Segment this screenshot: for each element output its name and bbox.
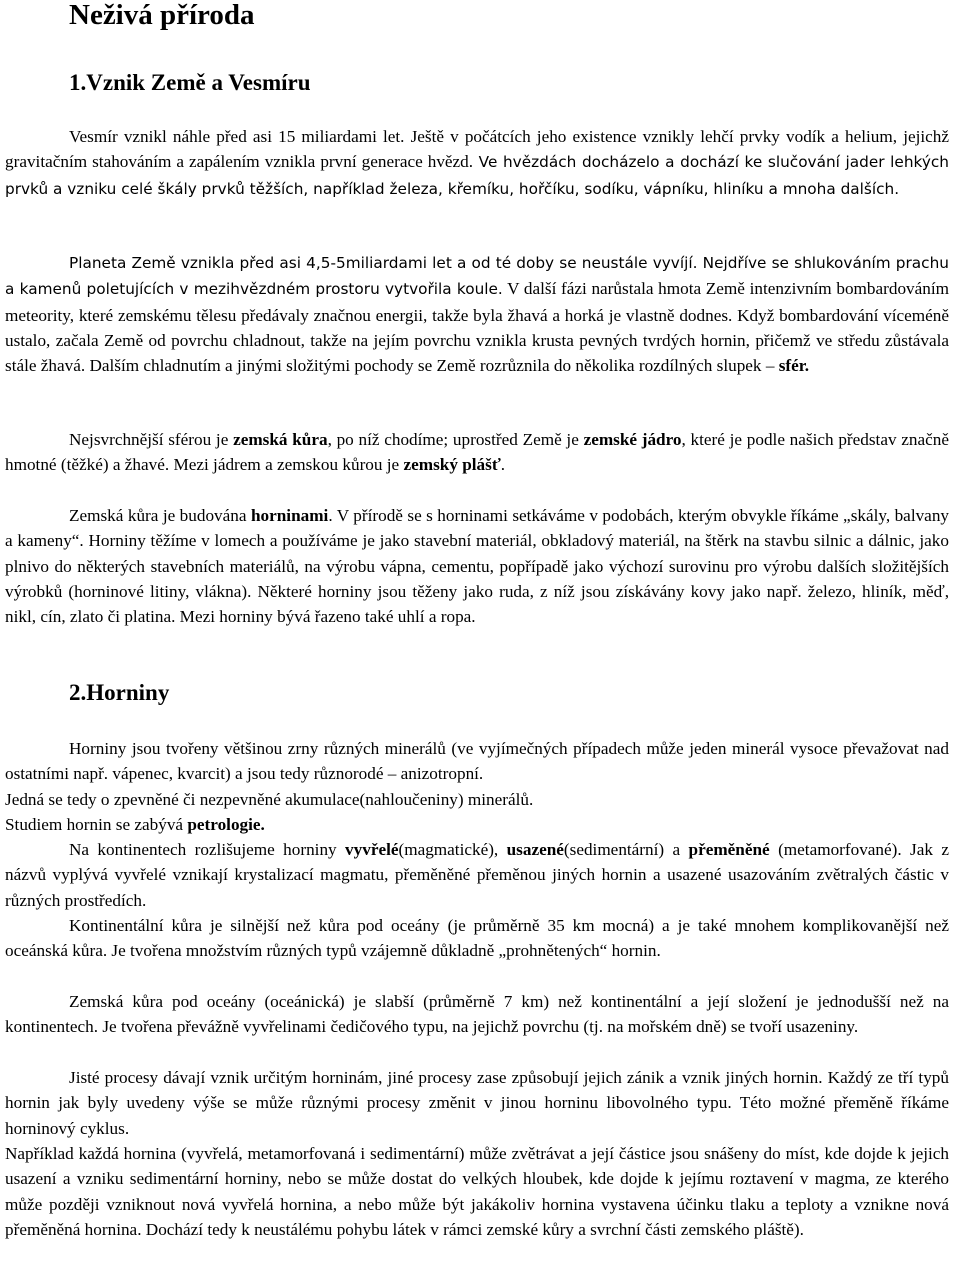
paragraph-universe-origin bbox=[5, 124, 949, 202]
bold-term: zemská kůra bbox=[233, 430, 328, 449]
paragraph-rock-cycle: Jisté procesy dávají vznik určitým horninám, jiné procesy zase způsobují jejich zánik a vznik jiných hornin. Každý ze tří typů hornin jak byly uvedeny výše se může různými procesy změnit v jinou horninu libovolného typu. Této možné přeměně říkáme horninový cyklus. bbox=[5, 1068, 949, 1138]
paragraph-spheres bbox=[5, 427, 949, 478]
paragraph-text: . V přírodě se s horninami setkáváme v podobách, kterým obvykle říkáme „skály, balvany a kameny“. Horniny těžíme v lomech a používáme je jako stavební materiál, obkladový materiál, na štěrk na stavbu silnic a dálnic, jako plnivo do některých stavebních materiálů, na výrobu vápna, cementu, popřípadě jako výchozí surovinu pro výrobu dalších složitějších výrobků (horninové litiny, vlákna). Některé horniny jsou těženy jako ruda, z níž jsou získávány kovy jako např. železo, hliník, měď, nikl, cín, zlato či platina. Mezi horniny bývá řazeno také uhlí a ropa. bbox=[5, 506, 950, 627]
paragraph-text: Na kontinentech rozlišujeme horniny bbox=[69, 840, 346, 859]
document-title: Neživá příroda bbox=[69, 0, 255, 31]
paragraph-continental-crust: Kontinentální kůra je silnější než kůra pod oceány (je průměrně 35 km mocná) a je také mnohem komplikovanější než oceánská kůra. Je tvořena množstvím různých typů vzájemně důkladně „prohnětených“ hornin. bbox=[5, 916, 949, 961]
section-heading-1: 1.Vznik Země a Vesmíru bbox=[69, 70, 311, 95]
paragraph-oceanic-crust: Zemská kůra pod oceány (oceánická) je slabší (průměrně 7 km) než kontinentální a její složení je jednodušší než na kontinentech. Je tvořena převážně vyvřelinami čedičového typu, na jejichž povrchu (tj. na mořském dně) se tvoří usazeniny. bbox=[5, 992, 949, 1037]
paragraph-petrology bbox=[5, 812, 949, 837]
bold-term: vyvřelé bbox=[345, 840, 399, 859]
bold-term: petrologie. bbox=[187, 815, 265, 834]
paragraph-text: V další fázi narůstala hmota Země intenzivním bombardováním meteority, které zemskému tělesu předávaly značnou energii, takže byla žhavá a horká je vlastně dodnes. Když bombardování víceméně ustalo, začala Země od povrchu chladnout, takže na jejím povrchu vznikla krusta pevných tvrdých hornin, přičemž ve středu zůstávala stále žhavá. Dalším chladnutím a jinými složitými pochody se Země rozrůznila do několika rozdílných slupek – bbox=[5, 279, 949, 376]
paragraph-text: , po níž chodíme; uprostřed Země je bbox=[327, 430, 584, 449]
paragraph-rock-composition: Horniny jsou tvořeny většinou zrny různých minerálů (ve vyjímečných případech může jeden minerál vysoce převažovat nad ostatními např. vápenec, kvarcit) a jsou tedy různorodé – anizotropní. bbox=[5, 739, 949, 784]
bold-term: sfér. bbox=[778, 356, 810, 376]
paragraph-text: (sedimentární) a bbox=[563, 840, 689, 859]
paragraph-rock-cycle-example: Například každá hornina (vyvřelá, metamorfovaná i sedimentární) může zvětrávat a její částice jsou snášeny do míst, kde dojde k jejich usazení a vzniku sedimentární horniny, nebo se může dostat do velkých hloubek, kde dojde k jejímu roztavení v magma, ze kterého může později vzniknout nová vyvřelá hornina, a nebo může být jakákoliv hornina vystavena účinku tlaku a teploty a vznikne nová přeměněná hornina. Dochází tedy k neustálému pohybu látek v rámci zemské kůry a svrchní části zemského pláště). bbox=[5, 1144, 949, 1239]
paragraph-rock-types bbox=[5, 837, 949, 913]
paragraph-crust-rocks bbox=[5, 503, 949, 629]
paragraph-accumulation: Jedná se tedy o zpevněné či nezpevněné akumulace(nahloučeniny) minerálů. bbox=[5, 790, 534, 809]
paragraph-text: (magmatické), bbox=[398, 840, 507, 859]
paragraph-text: (metamorfované). Jak z názvů vyplývá vyvřelé vznikají krystalizací magmatu, přeměněné přeměnou jiných hornin a usazené usazováním zvětralých částic v různých prostředích. bbox=[5, 840, 949, 910]
paragraph-text: Vesmír vznikl náhle před asi 15 miliardami let. Ještě v počátcích jeho existence vznikly lehčí prvky vodík a helium, jejichž gravitačním stahováním a zapálením vznikla první generace hvězd. bbox=[5, 127, 949, 172]
paragraph-text: Ve hvězdách docházelo a dochází ke slučování jader lehkých prvků a vzniku celé škály prvků těžších, například železa, křemíku, hořčíku, sodíku, vápníku, hliníku a mnoha dalších. bbox=[5, 153, 949, 198]
paragraph-text: . bbox=[500, 455, 506, 475]
paragraph-text: Nejsvrchnější sférou je bbox=[69, 430, 234, 449]
paragraph-earth-origin bbox=[5, 250, 949, 378]
section-heading-2: 2.Horniny bbox=[69, 680, 170, 705]
paragraph-text: Studiem hornin se zabývá bbox=[5, 815, 188, 834]
bold-term: usazené bbox=[506, 840, 564, 859]
bold-term: přeměněné bbox=[688, 840, 770, 859]
paragraph-text: Planeta Země vznikla před asi 4,5-5miliardami let a od té doby se neustále vyvíjí. Nejdříve se shlukováním prachu a kamenů poletujících v mezihvězdném prostoru vytvořila koule. bbox=[5, 254, 949, 299]
bold-term: zemský plášť bbox=[403, 455, 501, 475]
paragraph-text: , které je podle našich představ značně hmotné (těžké) a žhavé. Mezi jádrem a zemskou kůrou je bbox=[5, 430, 949, 475]
paragraph-text: Zemská kůra je budována bbox=[69, 506, 251, 525]
bold-term: zemské jádro bbox=[583, 430, 682, 449]
bold-term: horninami bbox=[250, 506, 329, 525]
